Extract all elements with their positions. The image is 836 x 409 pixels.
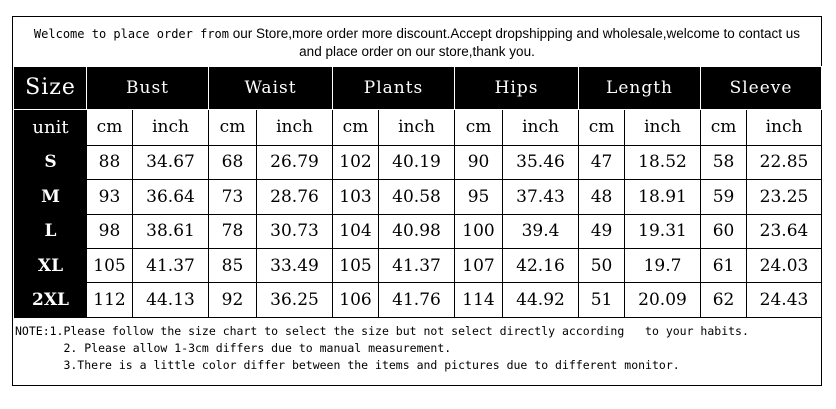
unit-cm: cm — [209, 109, 257, 145]
table-cell: 47 — [579, 145, 625, 179]
table-cell: 19.31 — [625, 214, 701, 248]
table-cell: 41.37 — [133, 249, 209, 283]
table-cell: 59 — [701, 180, 747, 214]
unit-cm: cm — [455, 109, 503, 145]
table-cell: 18.52 — [625, 145, 701, 179]
size-table — [14, 66, 822, 318]
header-row — [15, 67, 822, 110]
unit-cm: cm — [87, 109, 133, 145]
unit-inch: inch — [747, 109, 822, 145]
note-line-3: 3.There is a little color differ between the items and pictures due to different monitor. — [15, 358, 680, 372]
table-cell: 26.79 — [257, 145, 333, 179]
table-cell: 50 — [579, 249, 625, 283]
table-cell: 49 — [579, 214, 625, 248]
banner-line1-rest: our Store,more order more discount.Accept dropshipping and wholesale,welcome to contact us — [229, 26, 801, 41]
table-cell: 114 — [455, 283, 503, 318]
table-cell: 39.4 — [503, 214, 579, 248]
header-plants: Plants — [333, 67, 455, 110]
header-length: Length — [579, 67, 701, 110]
table-cell: 33.49 — [257, 249, 333, 283]
unit-inch: inch — [257, 109, 333, 145]
unit-cm: cm — [579, 109, 625, 145]
size-label: 2XL — [15, 283, 87, 318]
unit-inch: inch — [379, 109, 455, 145]
table-cell: 62 — [701, 283, 747, 318]
table-cell: 36.64 — [133, 180, 209, 214]
unit-inch: inch — [133, 109, 209, 145]
size-label: XL — [15, 249, 87, 283]
table-row — [15, 145, 822, 179]
table-cell: 44.13 — [133, 283, 209, 318]
banner-line1-prefix: Welcome to place order from — [33, 27, 229, 41]
banner-line2: and place order on our store,thank you. — [299, 44, 535, 59]
table-cell: 18.91 — [625, 180, 701, 214]
table-row — [15, 283, 822, 318]
table-cell: 38.61 — [133, 214, 209, 248]
table-cell: 93 — [87, 180, 133, 214]
table-cell: 23.64 — [747, 214, 822, 248]
table-cell: 42.16 — [503, 249, 579, 283]
size-chart-frame — [12, 16, 822, 386]
size-label: S — [15, 145, 87, 179]
table-cell: 103 — [333, 180, 379, 214]
table-cell: 44.92 — [503, 283, 579, 318]
table-cell: 28.76 — [257, 180, 333, 214]
header-sleeve: Sleeve — [701, 67, 822, 110]
table-cell: 95 — [455, 180, 503, 214]
unit-inch: inch — [503, 109, 579, 145]
table-cell: 30.73 — [257, 214, 333, 248]
table-cell: 60 — [701, 214, 747, 248]
header-bust: Bust — [87, 67, 209, 110]
table-cell: 23.25 — [747, 180, 822, 214]
table-cell: 92 — [209, 283, 257, 318]
table-cell: 22.85 — [747, 145, 822, 179]
table-cell: 40.98 — [379, 214, 455, 248]
table-cell: 40.58 — [379, 180, 455, 214]
table-cell: 107 — [455, 249, 503, 283]
table-cell: 35.46 — [503, 145, 579, 179]
header-waist: Waist — [209, 67, 333, 110]
table-cell: 58 — [701, 145, 747, 179]
table-row — [15, 249, 822, 283]
table-cell: 112 — [87, 283, 133, 318]
table-row — [15, 214, 822, 248]
table-cell: 34.67 — [133, 145, 209, 179]
table-cell: 36.25 — [257, 283, 333, 318]
table-cell: 85 — [209, 249, 257, 283]
table-cell: 88 — [87, 145, 133, 179]
table-cell: 102 — [333, 145, 379, 179]
table-cell: 105 — [87, 249, 133, 283]
unit-inch: inch — [625, 109, 701, 145]
size-corner-label: Size — [15, 67, 87, 110]
note-line-2: 2. Please allow 1-3cm differs due to manual measurement. — [15, 341, 452, 355]
table-cell: 61 — [701, 249, 747, 283]
size-label: M — [15, 180, 87, 214]
table-cell: 51 — [579, 283, 625, 318]
table-cell: 24.43 — [747, 283, 822, 318]
table-cell: 73 — [209, 180, 257, 214]
notes-block — [15, 323, 819, 374]
header-hips: Hips — [455, 67, 579, 110]
unit-row — [15, 109, 822, 145]
table-cell: 105 — [333, 249, 379, 283]
table-cell: 37.43 — [503, 180, 579, 214]
unit-cm: cm — [701, 109, 747, 145]
size-label: L — [15, 214, 87, 248]
unit-cm: cm — [333, 109, 379, 145]
table-cell: 40.19 — [379, 145, 455, 179]
table-cell: 19.7 — [625, 249, 701, 283]
table-cell: 20.09 — [625, 283, 701, 318]
table-cell: 90 — [455, 145, 503, 179]
table-cell: 41.37 — [379, 249, 455, 283]
table-cell: 104 — [333, 214, 379, 248]
table-cell: 41.76 — [379, 283, 455, 318]
table-cell: 98 — [87, 214, 133, 248]
table-cell: 100 — [455, 214, 503, 248]
table-cell: 24.03 — [747, 249, 822, 283]
table-row — [15, 180, 822, 214]
table-cell: 68 — [209, 145, 257, 179]
table-cell: 48 — [579, 180, 625, 214]
table-cell: 106 — [333, 283, 379, 318]
unit-label: unit — [15, 109, 87, 145]
note-line-1: NOTE:1.Please follow the size chart to select the size but not select directly according to your habits. — [15, 324, 749, 338]
table-cell: 78 — [209, 214, 257, 248]
store-banner — [13, 19, 821, 63]
